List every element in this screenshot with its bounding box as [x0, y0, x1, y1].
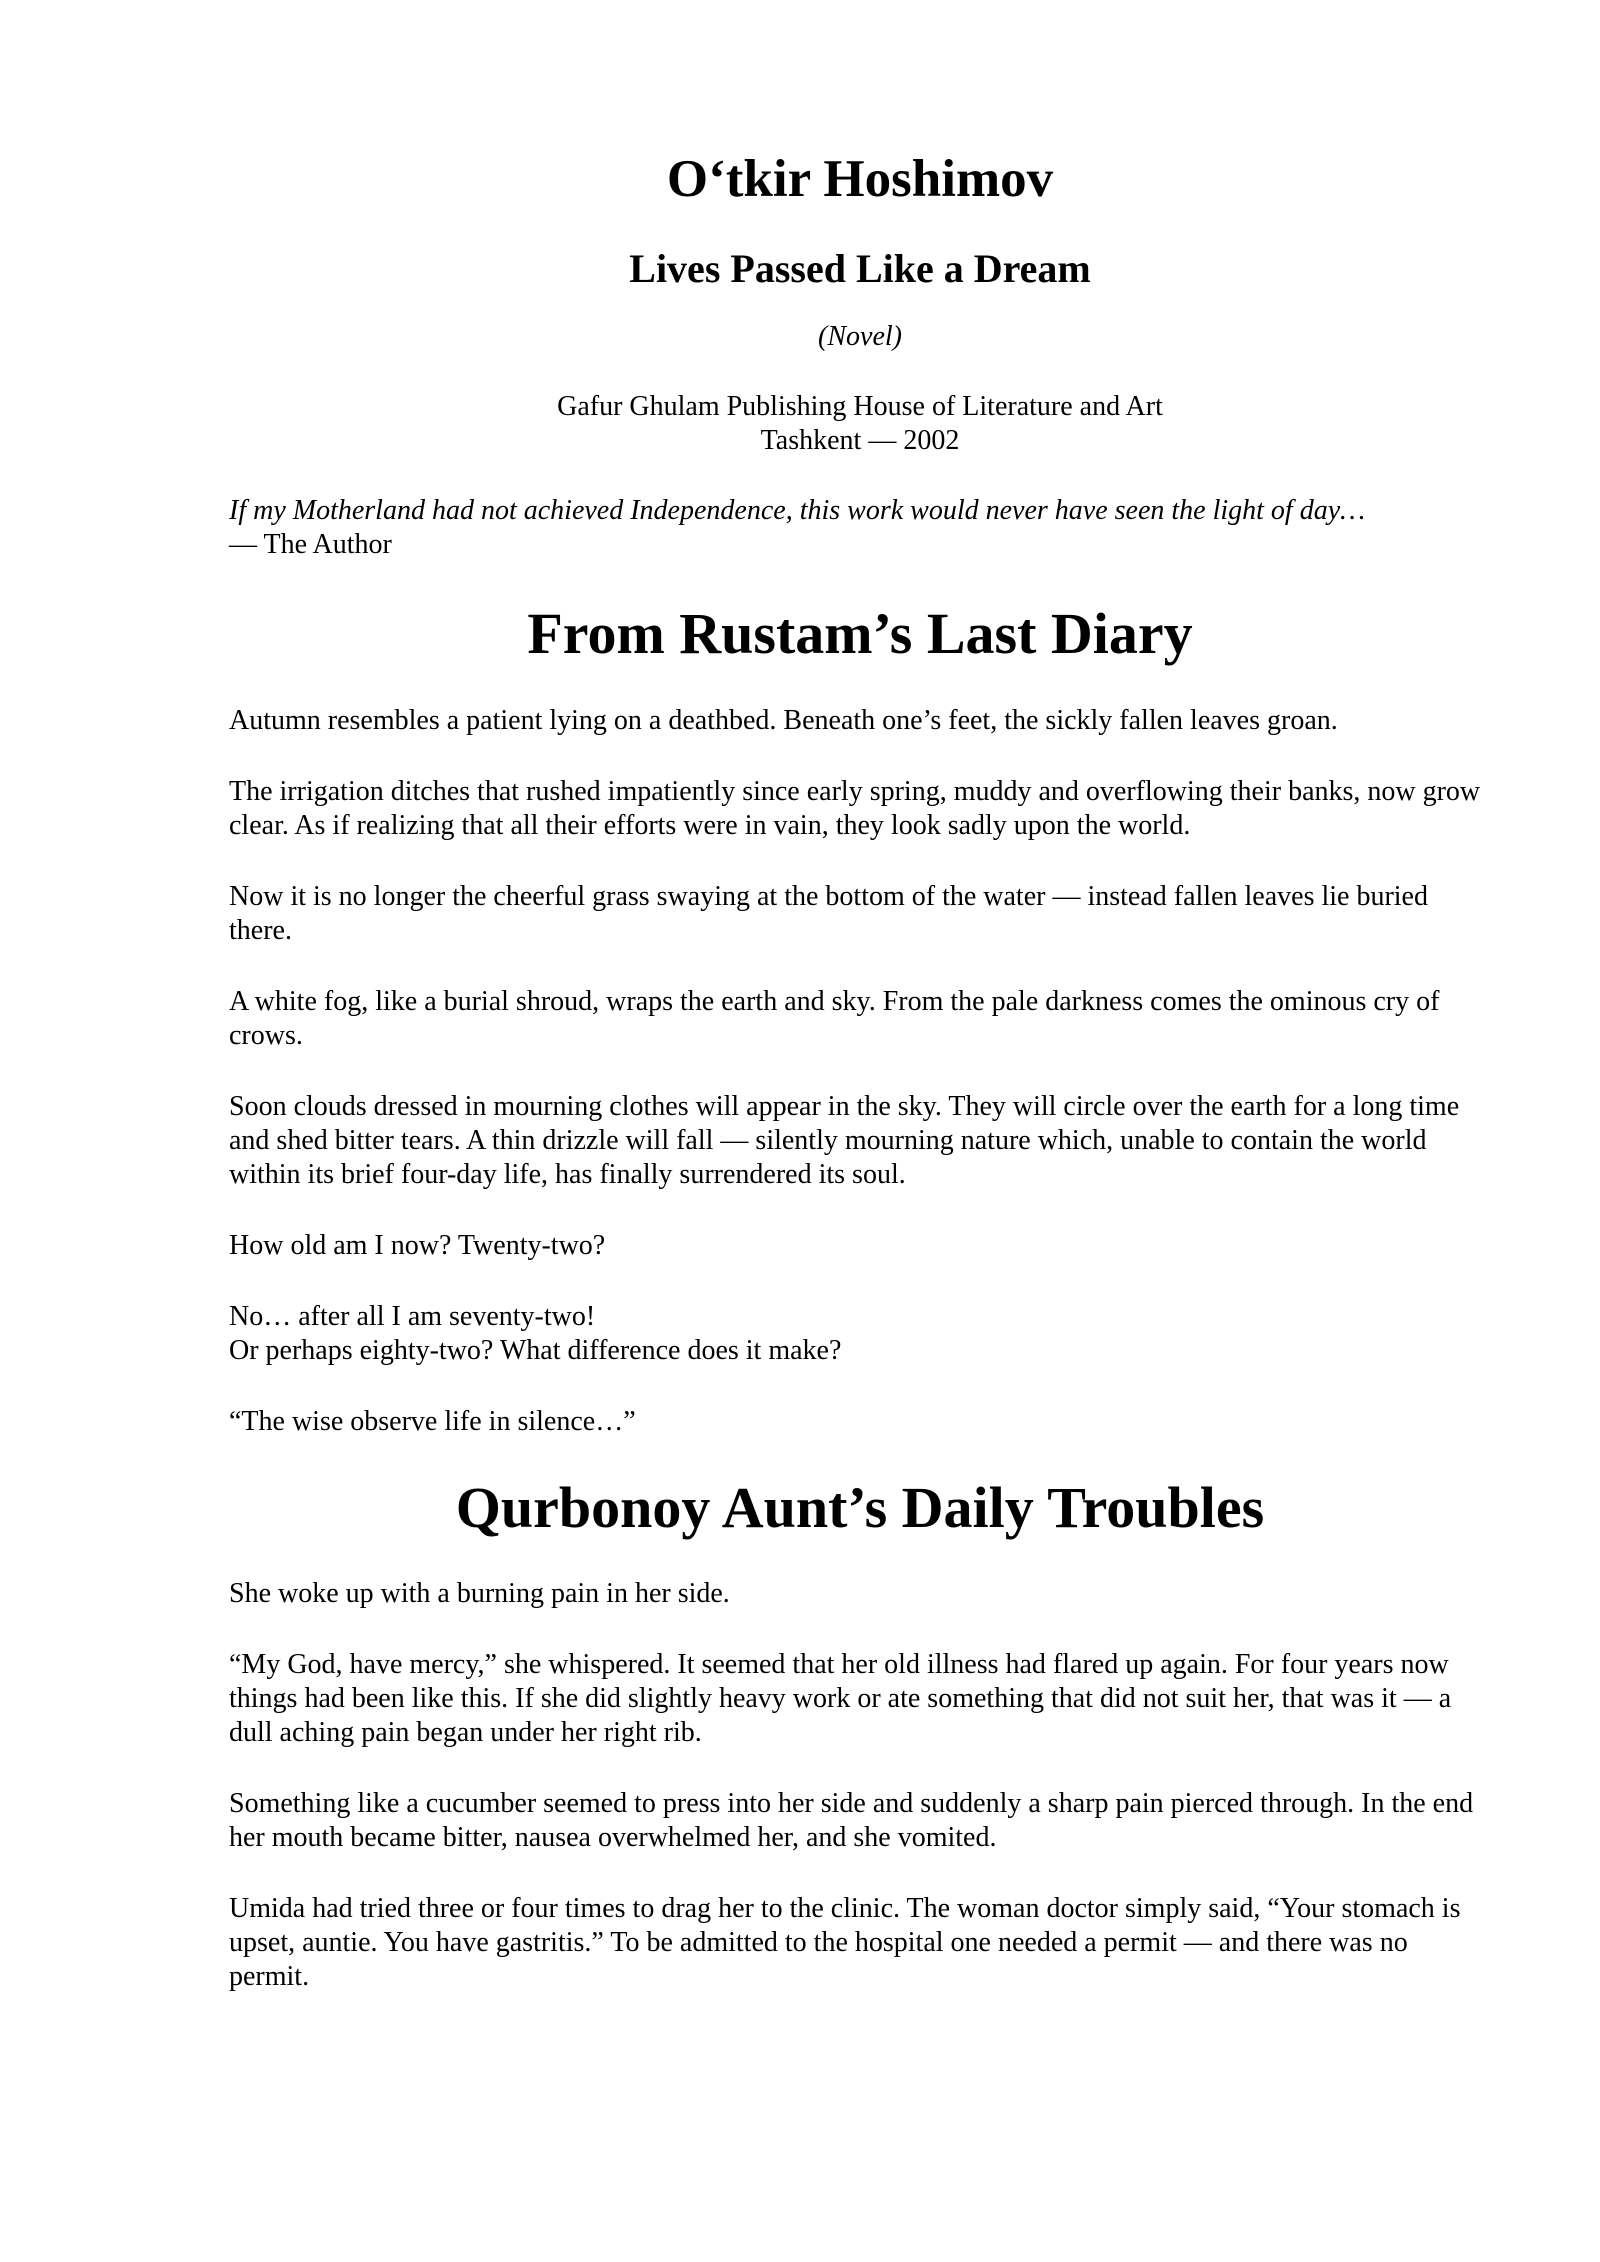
epigraph-attribution: — The Author	[229, 528, 392, 560]
book-title: Lives Passed Like a Dream	[629, 246, 1091, 292]
paragraph: She woke up with a burning pain in her side.	[229, 1578, 730, 1610]
paragraph: Now it is no longer the cheerful grass swaying at the bottom of the water — instead fallen leaves lie buried there.	[229, 880, 1428, 946]
epigraph	[229, 494, 1491, 562]
paragraph: Umida had tried three or four times to drag her to the clinic. The woman doctor simply said, “Your stomach is upset, auntie. You have gastritis.” To be admitted to the hospital one needed a permit — and there was no permit.	[229, 1893, 1461, 1993]
paragraph: A white fog, like a burial shroud, wraps the earth and sky. From the pale darkness comes the ominous cry of crows.	[229, 985, 1440, 1051]
epigraph-quote: If my Motherland had not achieved Independence, this work would never have seen the light of day…	[229, 494, 1366, 526]
paragraph-line: Or perhaps eighty-two? What difference does it make?	[229, 1334, 842, 1366]
paragraph: Autumn resembles a patient lying on a deathbed. Beneath one’s feet, the sickly fallen leaves groan.	[229, 704, 1338, 736]
author-name: O‘tkir Hoshimov	[666, 150, 1054, 208]
paragraph: How old am I now? Twenty-two?	[229, 1229, 606, 1261]
section-heading: From Rustam’s Last Diary	[527, 600, 1193, 666]
publisher-name: Gafur Ghulam Publishing House of Literature and Art	[557, 390, 1163, 422]
publisher-block	[229, 390, 1491, 458]
paragraph-line: No… after all I am seventy-two!	[229, 1300, 596, 1332]
paragraph: The irrigation ditches that rushed impatiently since early spring, muddy and overflowing their banks, now grow clear. As if realizing that all their efforts were in vain, they look sadly upon the world.	[229, 775, 1481, 841]
paragraph: Something like a cucumber seemed to press into her side and suddenly a sharp pain pierced through. In the end her mouth became bitter, nausea overwhelmed her, and she vomited.	[229, 1788, 1474, 1854]
publication-place-year: Tashkent — 2002	[760, 424, 960, 456]
paragraph: Soon clouds dressed in mourning clothes will appear in the sky. They will circle over the earth for a long time and shed bitter tears. A thin drizzle will fall — silently mourning nature which, unable to contain the world within its brief four-day life, has finally surrendered its soul.	[229, 1090, 1460, 1190]
document-content	[229, 150, 1491, 2031]
genre-label: (Novel)	[818, 321, 902, 353]
paragraph: “The wise observe life in silence…”	[229, 1405, 636, 1437]
paragraph: “My God, have mercy,” she whispered. It seemed that her old illness had flared up again. For four years now things had been like this. If she did slightly heavy work or ate something that did not suit her, that was it — a dull aching pain began under her right rib.	[229, 1649, 1452, 1749]
paragraph	[229, 1300, 1491, 1368]
section-heading: Qurbonoy Aunt’s Daily Troubles	[455, 1474, 1265, 1540]
